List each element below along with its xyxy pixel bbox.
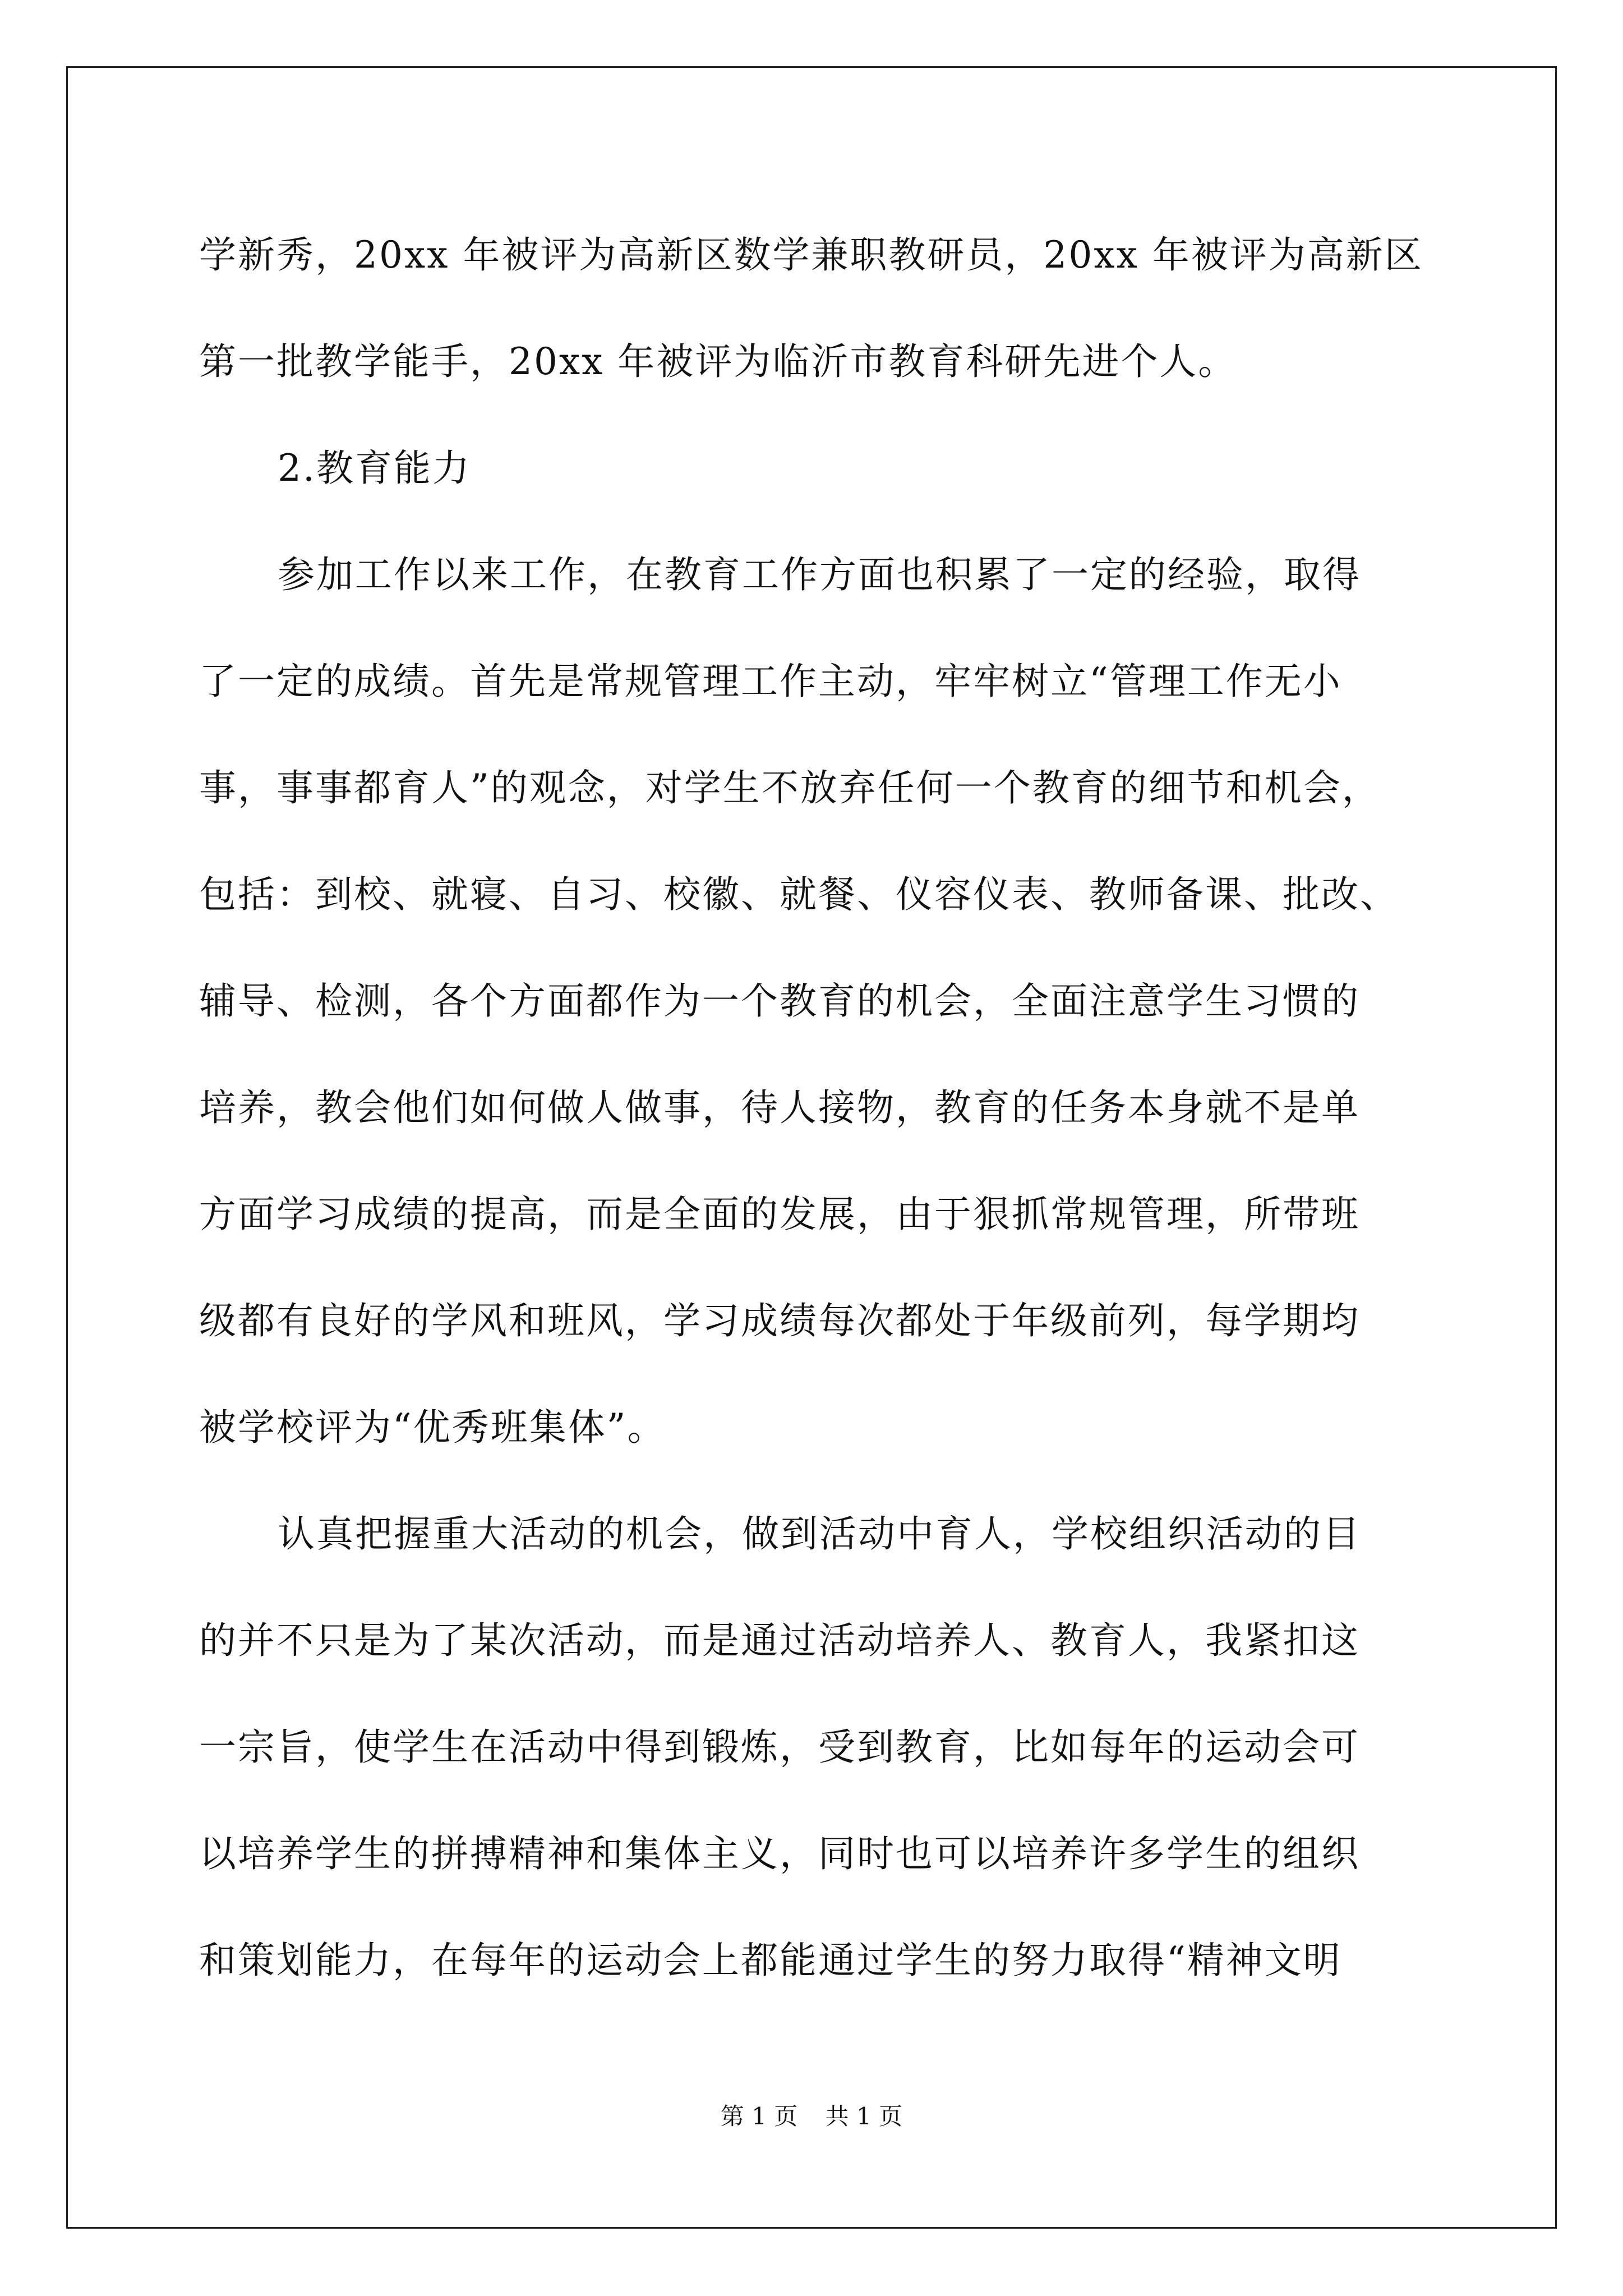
- text-line: 参加工作以来工作，在教育工作方面也积累了一定的经验，取得: [278, 553, 1361, 596]
- document-body: [199, 202, 1450, 2014]
- page-total: 共 1 页: [825, 2102, 903, 2130]
- text-line: 了一定的成绩。首先是常规管理工作主动，牢牢树立“管理工作无小: [199, 660, 1342, 703]
- page-number: 第 1 页: [720, 2102, 798, 2130]
- text-line: 被学校评为“优秀班集体”。: [199, 1406, 666, 1449]
- text-line: 包括：到校、就寝、自习、校徽、就餐、仪容仪表、教师备课、批改、: [199, 873, 1399, 916]
- section-heading: 2.教育能力: [278, 447, 471, 490]
- text-line: 的并不只是为了某次活动，而是通过活动培养人、教育人，我紧扣这: [199, 1619, 1360, 1662]
- text-line: 第一批教学能手，20xx 年被评为临沂市教育科研先进个人。: [199, 340, 1237, 383]
- text-line: 方面学习成绩的提高，而是全面的发展，由于狠抓常规管理，所带班: [199, 1193, 1360, 1236]
- text-line: 认真把握重大活动的机会，做到活动中育人，学校组织活动的目: [278, 1512, 1361, 1556]
- text-line: 事，事事都育人”的观念，对学生不放弃任何一个教育的细节和机会，: [199, 766, 1381, 809]
- text-line: 培养，教会他们如何做人做事，待人接物，教育的任务本身就不是单: [199, 1086, 1360, 1129]
- text-line: 和策划能力，在每年的运动会上都能通过学生的努力取得“精神文明: [199, 1939, 1342, 1982]
- text-line: 以培养学生的拼搏精神和集体主义，同时也可以培养许多学生的组织: [199, 1832, 1360, 1875]
- text-line: 一宗旨，使学生在活动中得到锻炼，受到教育，比如每年的运动会可: [199, 1726, 1360, 1769]
- page-footer: [0, 2098, 1623, 2132]
- text-line: 学新秀，20xx 年被评为高新区数学兼职教研员，20xx 年被评为高新区: [199, 233, 1423, 277]
- text-line: 辅导、检测，各个方面都作为一个教育的机会，全面注意学生习惯的: [199, 979, 1360, 1023]
- text-line: 级都有良好的学风和班风，学习成绩每次都处于年级前列，每学期均: [199, 1299, 1360, 1342]
